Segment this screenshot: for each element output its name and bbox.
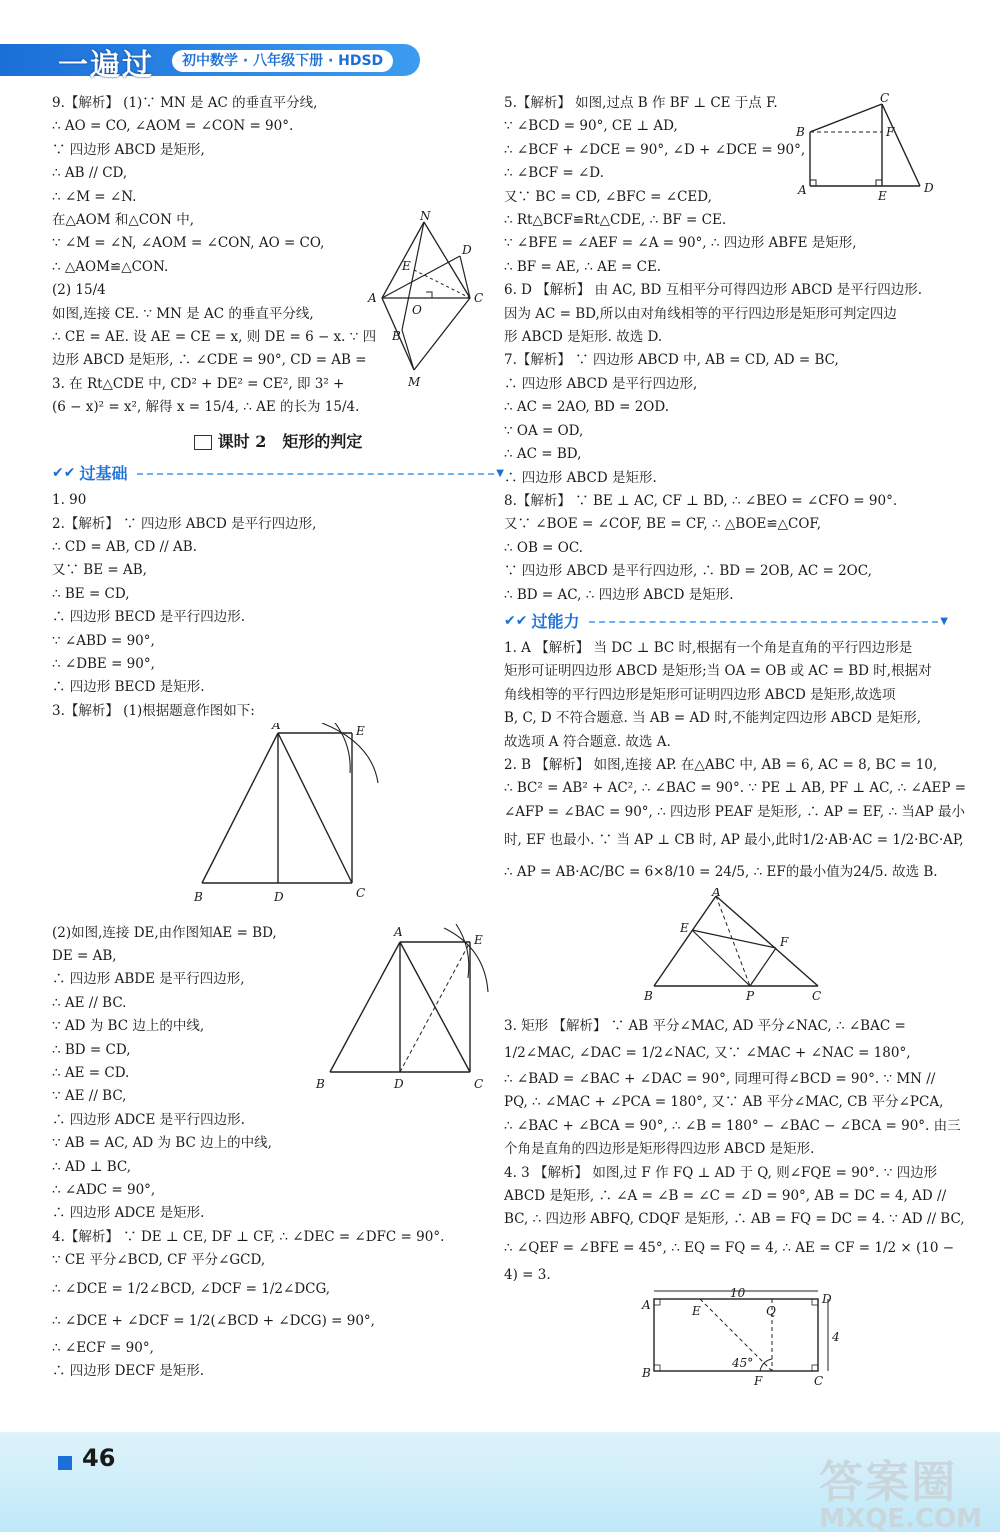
dimension-label: 4 [832,1330,840,1345]
text-line: ∵ ∠BCD = 90°, CE ⊥ AD, [504,118,678,135]
vertex-label: D [462,243,472,257]
vertex-label: E [402,259,411,273]
dimension-label: 10 [730,1287,746,1301]
vertex-label: C [880,92,890,105]
book-icon [194,435,212,450]
ability-answer-2 [504,754,967,888]
section-header-ability [504,607,948,637]
text-line: ∴ 四边形 BECD 是平行四边形. [52,609,246,626]
text-line: 边形 ABCD 是矩形, ∴ ∠CDE = 90°, CD = AB = [52,352,367,369]
text-line: 5.【解析】 如图,过点 B 作 BF ⊥ CE 于点 F. [504,95,778,111]
brand-logo: 一遍过 [58,48,154,83]
text-line: ∴ ∠BCF + ∠DCE = 90°, ∠D + ∠DCE = 90°, [504,141,806,158]
vertex-label: E [878,189,887,203]
vertex-label: D [924,181,934,195]
watermark-logo: 答案圈 [819,1457,958,1508]
text-line: ∵ AB = AC, AD 为 BC 边上的中线, [52,1135,272,1152]
text-line: ∴ ∠DBE = 90°, [52,655,155,672]
figure-3a-construction [182,723,512,913]
vertex-label: N [420,210,431,223]
vertex-label: C [474,1076,484,1091]
vertex-label: F [780,935,789,950]
text-line: ∴ ∠DCE = 1/2∠BCD, ∠DCF = 1/2∠DCG, [52,1280,331,1297]
vertex-label: B [392,329,401,343]
vertex-label: E [692,1304,701,1319]
watermark [819,1446,982,1534]
right-column [504,92,967,1396]
text-line: 矩形可证明四边形 ABCD 是矩形;当 OA = OB 或 AC = BD 时,根据对 [504,663,932,680]
text-line: 2. B 【解析】 如图,连接 AP. 在△ABC 中, AB = 6, AC = 8, BC = 10, [504,756,938,773]
text-line: ∴ CD = AB, CD // AB. [52,538,197,555]
text-line: ABCD 是矩形, ∴ ∠A = ∠B = ∠C = ∠D = 90°, AB = DC = 4, AD // [504,1188,947,1205]
figure-2-triangle [504,888,948,1006]
text-line: ∵ 四边形 ABCD 是矩形, [52,141,205,158]
text-line: 8.【解析】 ∵ BE ⊥ AC, CF ⊥ BD, ∴ ∠BEO = ∠CFO = 90°. [504,492,898,509]
text-line: ∴ AP = AB·AC/BC = 6×8/10 = 24/5, ∴ EF的最小值为24/5. 故选 B. [504,864,938,881]
ability-answer-3 [504,1015,961,1162]
figure-9-rhombus [362,210,502,410]
text-line: ∴ Rt△BCF≌Rt△CDE, ∴ BF = CE. [504,212,727,229]
answer-8 [504,490,948,607]
vertex-label: F [886,125,895,139]
text-line: ∴ 四边形 DECF 是矩形. [52,1363,205,1380]
text-line: 9.【解析】 (1)∵ MN 是 AC 的垂直平分线, [52,95,318,111]
answer-5 [504,92,948,279]
text-line: ∴ AD ⊥ BC, [52,1158,132,1175]
text-line: ∴ AE = CD. [52,1065,130,1081]
watermark-url: MXQE.COM [819,1504,982,1534]
text-line: DE = AB, [52,947,117,964]
checkmark-icon: ✔✔ [504,613,528,630]
text-line: ∴ AC = BD, [504,446,582,463]
answer-2 [52,513,504,700]
text-line: 角线相等的平行四边形是矩形可证明四边形 ABCD 是矩形,故选项 [504,686,896,703]
checkmark-icon: ✔✔ [52,465,76,482]
text-line: ∴ CE = AE. 设 AE = CE = x, 则 DE = 6 − x. ∵ 四 [52,329,377,346]
page-number: 46 [82,1444,116,1472]
text-line: 又∵ BE = AB, [52,562,147,579]
text-line: ∴ ∠M = ∠N. [52,188,137,205]
text-line: 故选项 A 符合题意. 故选 A. [504,733,671,750]
answer-1: 1. 90 [52,492,87,509]
text-line: ∴ ∠BCF = ∠D. [504,165,604,182]
text-line: ∴ BF = AE, ∴ AE = CE. [504,258,662,275]
text-line: ∴ AE // BC. [52,994,127,1011]
text-line: ∵ ∠M = ∠N, ∠AOM = ∠CON, AO = CO, [52,235,325,252]
text-line: B, C, D 不符合题意. 当 AB = AD 时,不能判定四边形 ABCD 是矩形, [504,710,922,727]
vertex-label: D [274,890,284,905]
vertex-label: B [194,890,203,905]
book-subtitle: 初中数学 · 八年级下册 · HDSD [172,50,393,72]
arrow-down-icon: ▼ [940,616,948,628]
text-line: 4. 3 【解析】 如图,过 F 作 FQ ⊥ AD 于 Q, 则∠FQE = 90°. ∵ 四边形 [504,1164,938,1181]
text-line: ∴ BE = CD, [52,585,130,602]
text-line: ∵ ∠ABD = 90°, [52,632,155,649]
text-line: ∵ 四边形 ABCD 是平行四边形, ∴ BD = 2OB, AC = 2OC, [504,563,872,580]
text-line: ∴ BC² = AB² + AC², ∴ ∠BAC = 90°. ∵ PE ⊥ AB, PF ⊥ AC, ∴ ∠AEP = [504,780,967,797]
page-marker-icon [58,1456,72,1470]
text-line: ∴ 四边形 ABCD 是平行四边形, [504,375,698,392]
text-line: 个角是直角的四边形是矩形得四边形 ABCD 是矩形. [504,1141,815,1158]
text-line: 又∵ BC = CD, ∠BFC = ∠CED, [504,188,712,205]
section-title: 过基础 [79,464,128,484]
answer-4 [52,1226,504,1384]
text-line: ∴ AC = 2AO, BD = 2OD. [504,399,669,416]
vertex-label: B [642,1366,651,1381]
text-line: PQ, ∴ ∠MAC + ∠PCA = 180°, 又∵ AB 平分∠MAC, CB 平分∠PCA, [504,1094,944,1111]
figure-4-rectangle [504,1287,948,1387]
text-line: (2) 15/4 [52,282,106,299]
text-line: 3. 矩形 【解析】 ∵ AB 平分∠MAC, AD 平分∠NAC, ∴ ∠BAC = [504,1017,906,1034]
text-line: ∴ 四边形 ABCD 是矩形. [504,469,657,486]
vertex-label: A [368,291,377,305]
text-line: 7.【解析】 ∵ 四边形 ABCD 中, AB = CD, AD = BC, [504,352,839,369]
lesson-title-text: 课时 2 矩形的判定 [217,431,363,451]
text-line: 因为 AC = BD,所以由对角线相等的平行四边形是矩形可判定四边 [504,305,897,322]
answer-3-part2 [52,922,504,1226]
vertex-label: A [272,723,281,733]
vertex-label: D [394,1076,404,1091]
section-header-basics [52,459,504,489]
vertex-label: A [798,183,807,197]
vertex-label: P [746,989,755,1004]
text-line: 6. D 【解析】 由 AC, BD 互相平分可得四边形 ABCD 是平行四边形. [504,282,923,299]
text-line: 2.【解析】 ∵ 四边形 ABCD 是平行四边形, [52,515,317,532]
section-title: 过能力 [531,612,580,632]
vertex-label: C [356,886,366,901]
text-line: ∠AFP = ∠BAC = 90°, ∴ 四边形 PEAF 是矩形, ∴ AP = EF, ∴ 当AP 最小 [504,803,965,820]
arrow-down-icon: ▼ [496,468,504,480]
vertex-label: E [356,724,365,739]
vertex-label: C [814,1374,824,1388]
text-line: ∵ OA = OD, [504,422,584,439]
vertex-label: F [754,1374,763,1388]
text-line: ∵ ∠BFE = ∠AEF = ∠A = 90°, ∴ 四边形 ABFE 是矩形, [504,235,857,252]
text-line: ∴ ∠BAD = ∠BAC + ∠DAC = 90°, 同理可得∠BCD = 90°. ∵ MN // [504,1071,936,1087]
text-line: ∴ BD = CD, [52,1041,131,1058]
text-line: ∴ BD = AC, ∴ 四边形 ABCD 是矩形. [504,586,734,603]
text-line: 1. A 【解析】 当 DC ⊥ BC 时,根据有一个角是直角的平行四边形是 [504,639,913,656]
vertex-label: A [712,888,721,900]
vertex-label: D [822,1292,832,1307]
text-line: ∴ AO = CO, ∠AOM = ∠CON = 90°. [52,118,294,135]
figure-3b-construction [310,922,500,1102]
text-line: ∵ AE // BC, [52,1088,127,1105]
figure-5-quadrilateral [790,92,948,204]
ability-answer-4 [504,1162,965,1288]
text-line: ∴ ∠ADC = 90°, [52,1182,156,1199]
text-line: ∴ 四边形 ABDE 是平行四边形, [52,971,245,988]
text-line: BC, ∴ 四边形 ABFQ, CDQF 是矩形, ∴ AB = FQ = DC = 4. ∵ AD // BC, [504,1211,965,1228]
text-line: 1/2∠MAC, ∠DAC = 1/2∠NAC, 又∵ ∠MAC + ∠NAC = 180°, [504,1045,911,1061]
text-line: 3. 在 Rt△CDE 中, CD² + DE² = CE², 即 3² + [52,375,345,392]
vertex-label: A [394,924,403,939]
vertex-label: B [796,125,805,139]
text-line: 如图,连接 CE. ∵ MN 是 AC 的垂直平分线, [52,305,314,322]
page-footer [0,1432,1000,1532]
text-line: ∴ ∠BAC + ∠BCA = 90°, ∴ ∠B = 180° − ∠BAC − ∠BCA = 90°. 由三 [504,1117,961,1134]
angle-label: 45° [732,1356,754,1371]
vertex-label: B [644,989,653,1004]
vertex-label: E [680,921,689,936]
vertex-label: C [474,291,484,305]
text-line: ∴ 四边形 BECD 是矩形. [52,679,205,696]
text-line: 时, EF 也最小. ∵ 当 AP ⊥ CB 时, AP 最小,此时1/2·AB·AC = 1/2·BC·AP, [504,832,964,849]
text-line: ∴ ∠QEF = ∠BFE = 45°, ∴ EQ = FQ = 4, ∴ AE = CF = 1/2 × (10 − [504,1239,955,1256]
text-line: 4.【解析】 ∵ DE ⊥ CE, DF ⊥ CF, ∴ ∠DEC = ∠DFC = 90°. [52,1228,445,1245]
text-line: ∴ △AOM≌△CON. [52,258,169,275]
text-line: ∴ AB // CD, [52,165,128,182]
divider [137,473,494,475]
text-line: 形 ABCD 是矩形. 故选 D. [504,329,663,346]
vertex-label: C [812,989,822,1004]
ability-answer-1 [504,637,948,754]
divider [589,621,938,623]
vertex-label: O [412,303,422,317]
vertex-label: B [316,1076,325,1091]
text-line: ∴ 四边形 ADCE 是平行四边形. [52,1111,245,1128]
text-line: 又∵ ∠BOE = ∠COF, BE = CF, ∴ △BOE≌△COF, [504,516,821,533]
text-line: ∵ AD 为 BC 边上的中线, [52,1018,205,1035]
text-line: ∴ 四边形 ADCE 是矩形. [52,1205,205,1222]
text-line: 4) = 3. [504,1266,551,1283]
left-column [52,92,504,1383]
text-line: ∴ ∠ECF = 90°, [52,1339,154,1356]
text-line: ∵ CE 平分∠BCD, CF 平分∠GCD, [52,1252,266,1269]
vertex-label: Q [766,1304,776,1319]
answer-7 [504,349,948,489]
vertex-label: M [408,375,421,389]
text-line: ∴ ∠DCE + ∠DCF = 1/2(∠BCD + ∠DCG) = 90°, [52,1312,375,1329]
answer-3-intro: 3.【解析】 (1)根据题意作图如下: [52,702,255,719]
text-line: (6 − x)² = x², 解得 x = 15/4, ∴ AE 的长为 15/4. [52,399,360,416]
page-header [0,0,1000,92]
text-line: (2)如图,连接 DE,由作图知AE = BD, [52,924,277,941]
answer-9 [52,92,504,420]
answer-6 [504,279,948,349]
vertex-label: E [474,932,483,947]
text-line: 在△AOM 和△CON 中, [52,212,194,229]
text-line: ∴ OB = OC. [504,539,583,556]
vertex-label: A [642,1298,651,1313]
lesson-title [52,430,504,453]
